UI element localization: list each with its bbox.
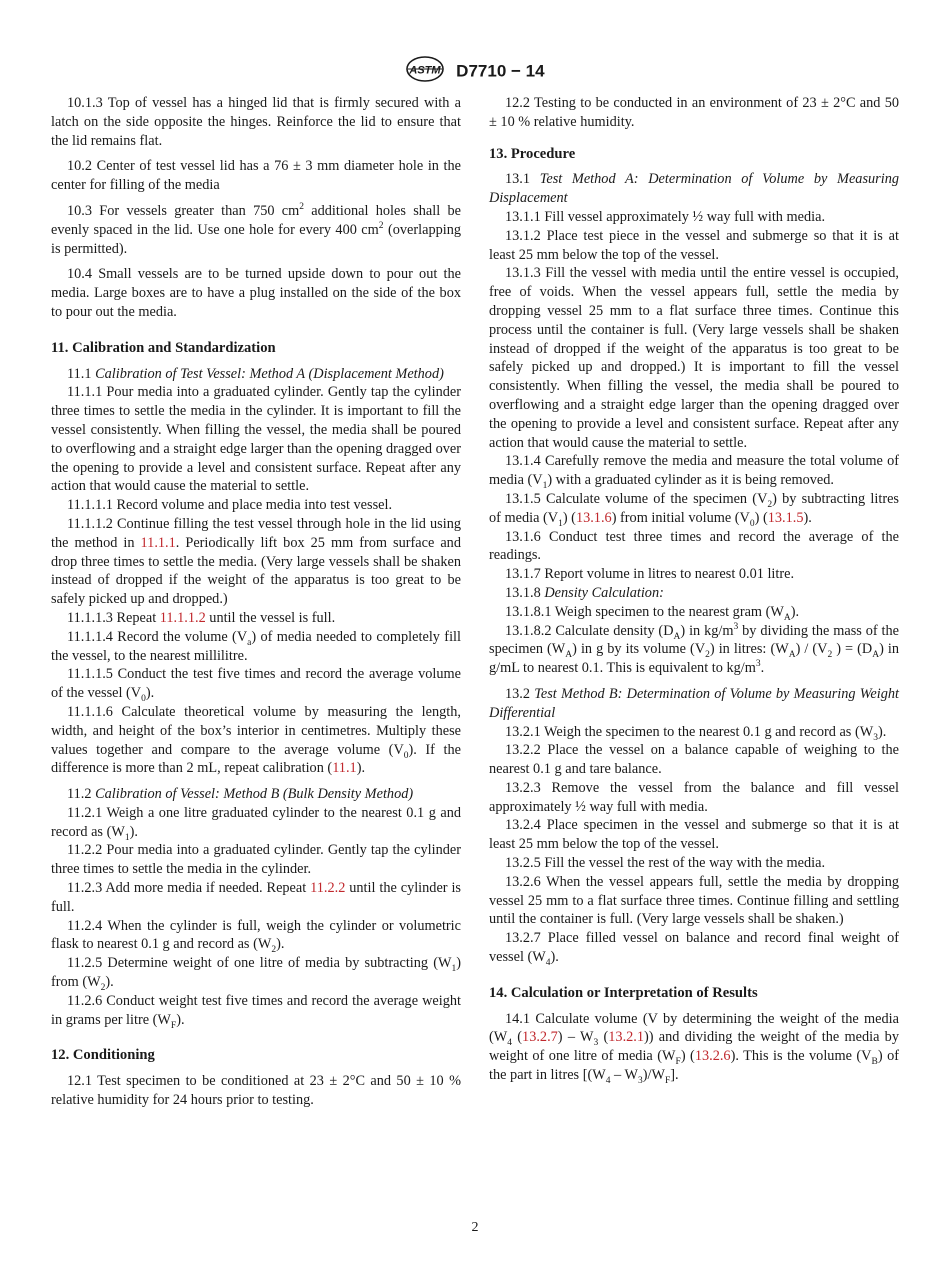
xref-link[interactable]: 13.1.5 [767,509,804,526]
para-10-1-3: 10.1.3 Top of vessel has a hinged lid that is firmly secured with a latch on the side opposite the hinges. Reinforce the lid to ensure that the lid remains flat. [51,95,461,149]
para-11-1-1-2: 11.1.1.2 Continue filling the test vessel through hole in the lid using the method in 11.1.1. Periodically lift box 25 mm from surface and drop three times to settle the media. (Very large vessels shall be shaken instead of dropped if the weight of the apparatus is too great to be safely picked up and dropped.) [51,515,461,608]
para-14-1: 14.1 Calculate volume (V by determining the weight of the media ($W_4$ $(13.2.7) - W_3$ (13.2.1)) and dividing the weight of the media by weight of one litre of media $(W_F)$ (13.2.6). This is the volume $(V_B)$ of the part in litres $[(W_4 - W_3)/W_F]$. [489,1010,899,1086]
page-number: 2 [471,1220,479,1235]
para-13-1-1: 13.1.1 Fill vessel approximately ½ way full with media. [505,208,826,225]
para-11-1: 11.1 Calibration of Test Vessel: Method A (Displacement Method) [67,365,444,382]
para-11-1-1-6: 11.1.1.6 Calculate theoretical volume by measuring the length, width, and height of the box’s interior in centimetres. Multiply these values together and compare to the average volume $(V_0)$. If the difference is more than 2 mL, repeat calibration (11.1). [51,703,461,777]
para-11-2: 11.2 Calibration of Vessel: Method B (Bulk Density Method) [67,786,414,803]
para-10-2: 10.2 Center of test vessel lid has a 76 ± 3 mm diameter hole in the center for filling of the media [51,158,461,194]
para-13-1-7: 13.1.7 Report volume in litres to nearest 0.01 litre. [505,566,795,583]
para-13-1-8: 13.1.8 Density Calculation: [505,584,664,601]
section-heading-11: 11. Calibration and Standardization [51,339,276,356]
para-11-2-4: 11.2.4 When the cylinder is full, weigh the cylinder or volumetric flask to nearest 0.1 g and record as $(W_2)$. [51,917,461,956]
para-13-2-6: 13.2.6 When the vessel appears full, settle the media by dropping vessel 25 mm to a flat surface three times. Continue filling and settling until the container is full. (Very large vessels shall be shaken.) [489,873,899,928]
para-13-2-1: 13.2.1 Weigh the specimen to the nearest 0.1 g and record as $(W_3)$. [505,723,887,743]
para-13-1: 13.1 Test Method A: Determination of Volume by Measuring Displacement [489,171,899,207]
para-11-2-1: 11.2.1 Weigh a one litre graduated cylinder to the nearest 0.1 g and record as $(W_1)$. [51,804,461,843]
xref-link[interactable]: 13.1.6 [575,509,612,526]
para-10-4: 10.4 Small vessels are to be turned upside down to pour out the media. Large boxes are to have a plug installed on the side of the box to pour out the media. [51,266,461,320]
para-11-1-1-4: 11.1.1.4 Record the volume $(V_a)$ of media needed to completely fill the vessel, to the nearest millilitre. [51,628,461,664]
para-13-1-8-2: 13.1.8.2 Calculate density $(D_A)$ in $kg/m^3$ by dividing the mass of the specimen $(W_A)$ in g by its volume $(V_2)$ in litres: $(W_A) / (V_2$ ) = $(D_A)$ in g/mL to nearest 0.1. This is equivalent to $kg/m^3$. [489,621,900,677]
para-13-1-4: 13.1.4 Carefully remove the media and measure the total volume of media $(V_1)$ with a graduated cylinder as it is being removed. [489,453,899,491]
para-11-1-1-3: 11.1.1.3 Repeat 11.1.1.2 until the vessel is full. [67,609,336,626]
para-11-1-1: 11.1.1 Pour media into a graduated cylinder. Gently tap the cylinder three times to settle the media in the cylinder. It is important to fill the vessel consistently. When filling the vessel, the media shall be poured to overflowing and a straight edge larger than the opening dragged over the opening to provide a level and consistent surface. Repeat after any action that would cause the material to settle. [51,384,461,495]
xref-link[interactable]: 13.2.1 [608,1029,645,1046]
xref-link[interactable]: 11.1.1 [140,534,176,551]
para-13-1-2: 13.1.2 Place test piece in the vessel and submerge so that it is at least 25 mm below the top of the vessel. [489,227,899,263]
para-12-1: 12.1 Test specimen to be conditioned at 23 ± 2°C and 50 ± 10 % relative humidity for 24 hours prior to testing. [51,1073,461,1109]
para-13-2: 13.2 Test Method B: Determination of Volume by Measuring Weight Differential [489,685,899,721]
para-13-2-7: 13.2.7 Place filled vessel on balance and record final weight of vessel $(W_4)$. [489,930,899,968]
para-13-1-5: 13.1.5 Calculate volume of the specimen $(V_2)$ by subtracting litres of media $(V_1)$ (13.1.6) from initial volume $(V_0)$ (13.1.5). [489,490,899,529]
section-heading-12: 12. Conditioning [51,1047,155,1064]
xref-link[interactable]: 11.1.1.2 [159,609,206,626]
section-heading-14: 14. Calculation or Interpretation of Results [489,984,758,1001]
right-column [489,94,899,1085]
para-12-2: 12.2 Testing to be conducted in an environment of 23 ± 2°C and 50 ± 10 % relative humidity. [489,95,899,130]
page-header [0,56,950,87]
para-11-2-2: 11.2.2 Pour media into a graduated cylinder. Gently tap the cylinder three times to settle the media in the cylinder. [51,842,461,878]
xref-link[interactable]: 13.2.7 [522,1029,558,1046]
xref-link[interactable]: 11.2.2 [310,880,346,897]
svg-text:ASTM: ASTM [409,64,442,77]
para-13-2-2: 13.2.2 Place the vessel on a balance capable of weighing to the nearest 0.1 g and tare balance. [489,742,899,778]
section-heading-13: 13. Procedure [489,145,576,162]
para-13-1-8-1: 13.1.8.1 Weigh specimen to the nearest gram $(W_A)$. [505,603,800,623]
para-13-2-3: 13.2.3 Remove the vessel from the balance and fill vessel approximately ½ way full with media. [489,779,899,815]
left-column [51,94,461,1110]
xref-link[interactable]: 11.1 [332,760,357,777]
para-11-2-6: 11.2.6 Conduct weight test five times and record the average weight in grams per litre $(W_F)$. [51,992,461,1031]
para-13-2-4: 13.2.4 Place specimen in the vessel and submerge so that it is at least 25 mm below the top of the vessel. [489,817,899,853]
para-11-1-1-1: 11.1.1.1 Record volume and place media into test vessel. [67,497,393,514]
para-13-1-3: 13.1.3 Fill the vessel with media until the entire vessel is occupied, free of voids. When the vessel appears full, settle the media by dropping vessel 25 mm to a flat surface three times. Continue this process until the container is full. (Very large vessels shall be shaken instead of dropped if the weight of the apparatus is too great to be safely picked up and dropped.) It is important to fill the vessel consistently. When filling the vessel, the media shall be poured to overflowing and a straight edge larger than the opening dragged over the opening to provide a level and consistent surface. Repeat after any action that would cause the material to settle. [489,265,899,451]
standard-code: D7710 − 14 [456,61,545,81]
astm-logo-icon [405,56,445,87]
para-13-1-6: 13.1.6 Conduct test three times and record the average of the readings. [489,528,899,564]
para-11-1-1-5: 11.1.1.5 Conduct the test five times and record the average volume of the vessel $(V_0)$. [51,666,461,704]
para-11-2-3: 11.2.3 Add more media if needed. Repeat 11.2.2 until the cylinder is full. [51,880,461,915]
para-10-3: 10.3 For vessels greater than 750 $cm^2$ additional holes shall be evenly spaced in the lid. Use one hole for every 400 $cm^2$ (overlapping is permitted). [51,202,462,257]
para-13-2-5: 13.2.5 Fill the vessel the rest of the way with the media. [505,855,826,872]
para-11-2-5: 11.2.5 Determine weight of one litre of media by subtracting $(W_1)$ from $(W_2)$. [51,955,461,993]
xref-link[interactable]: 13.2.6 [694,1048,731,1065]
